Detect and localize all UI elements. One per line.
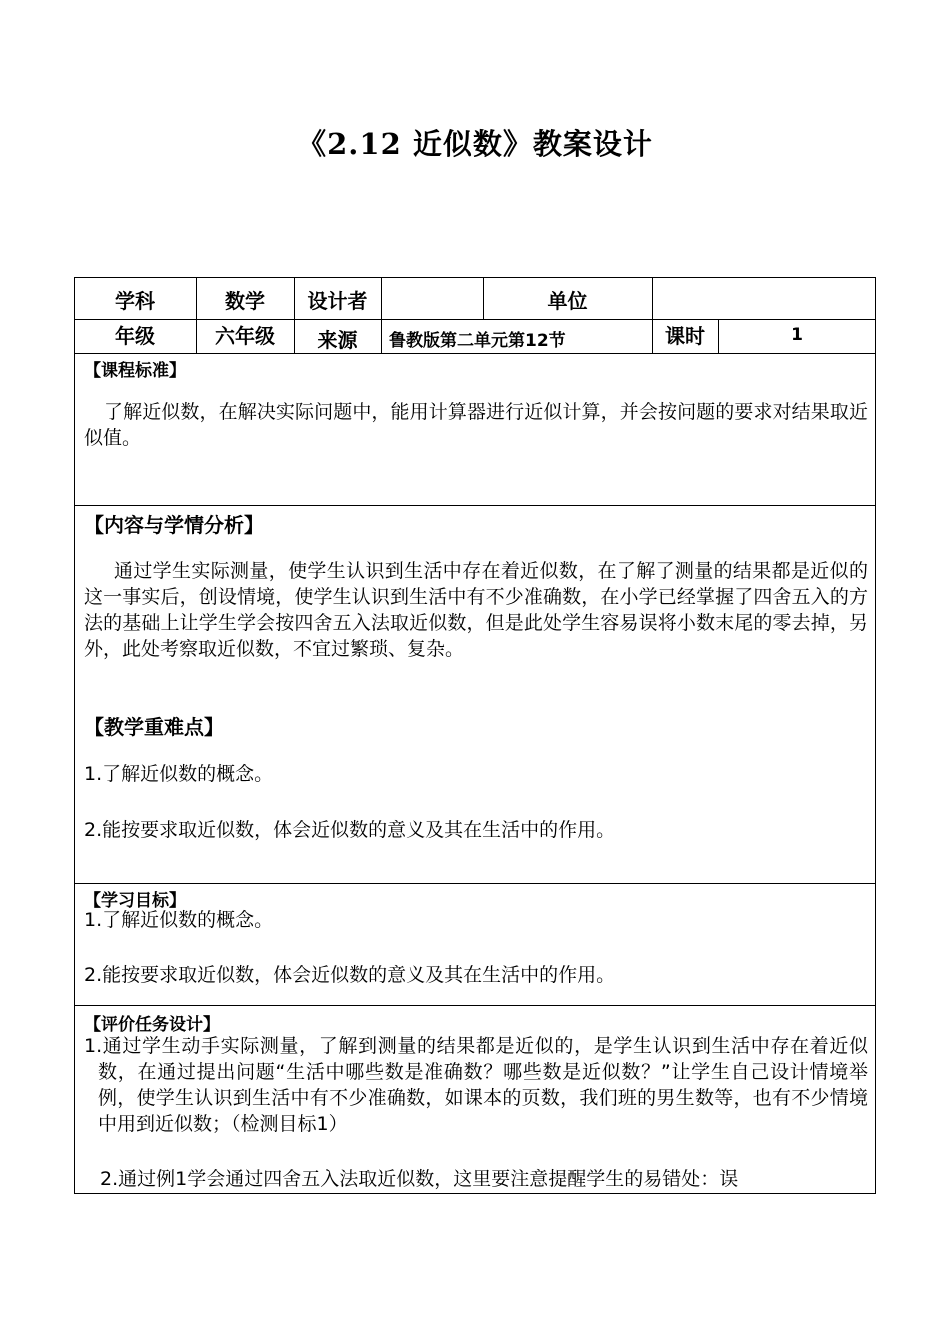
grade-label: 年级 [115, 323, 155, 348]
document-title: 《2.12 近似数》教案设计 [297, 127, 653, 161]
source-value: 鲁教版第二单元第12节 [389, 330, 566, 351]
table-divider [74, 1005, 876, 1006]
assessment-item: 2.通过例1学会通过四舍五入法取近似数，这里要注意提醒学生的易错处：误 [100, 1168, 739, 1190]
source-label: 来源 [317, 327, 358, 352]
content-analysis-text: 通过学生实际测量，使学生认识到生活中存在着近似数，在了解了测量的结果都是近似的这一事实后，创设情境，使学生认识到生活中有不少准确数，在小学已经掌握了四舍五入的方法的基础上让学生学会按四舍五入法取近似数，但是此处学生容易误将小数末尾的零去掉，另外，此处考察取近似数，不宜过繁琐、复杂。 [84, 560, 868, 660]
subject-value: 数学 [225, 288, 265, 313]
designer-value [381, 279, 483, 319]
unit-value [652, 279, 876, 319]
learning-objectives-heading: 【学习目标】 [84, 891, 186, 911]
period-value: 1 [791, 325, 803, 345]
grade-value: 六年级 [215, 323, 275, 348]
curriculum-standard-text: 了解近似数，在解决实际问题中，能用计算器进行近似计算，并会按问题的要求对结果取近似值。 [84, 401, 868, 449]
designer-label: 设计者 [307, 288, 368, 313]
table-divider [74, 505, 876, 506]
key-point-item: 2.能按要求取近似数，体会近似数的意义及其在生活中的作用。 [84, 819, 616, 841]
assessment-item: 1.通过学生动手实际测量，了解到测量的结果都是近似的，是学生认识到生活中存在着近似数，在通过提出问题“生活中哪些数是准确数？哪些数是近似数？”让学生自己设计情境举例，使学生认识到生活中有不少准确数，如课本的页数，我们班的男生数等，也有不少情境中用到近似数；（检测目标1） [84, 1035, 868, 1135]
unit-label: 单位 [547, 288, 588, 313]
learning-objective-item: 1.了解近似数的概念。 [84, 909, 274, 931]
learning-objective-item: 2.能按要求取近似数，体会近似数的意义及其在生活中的作用。 [84, 964, 616, 986]
key-points-heading: 【教学重难点】 [84, 715, 224, 739]
content-analysis-heading: 【内容与学情分析】 [84, 513, 264, 537]
subject-label: 学科 [115, 288, 155, 313]
table-divider [74, 883, 876, 884]
assessment-design-heading: 【评价任务设计】 [84, 1015, 220, 1035]
period-label: 课时 [665, 323, 705, 348]
curriculum-standard-heading: 【课程标准】 [84, 361, 186, 381]
key-point-item: 1.了解近似数的概念。 [84, 763, 274, 785]
